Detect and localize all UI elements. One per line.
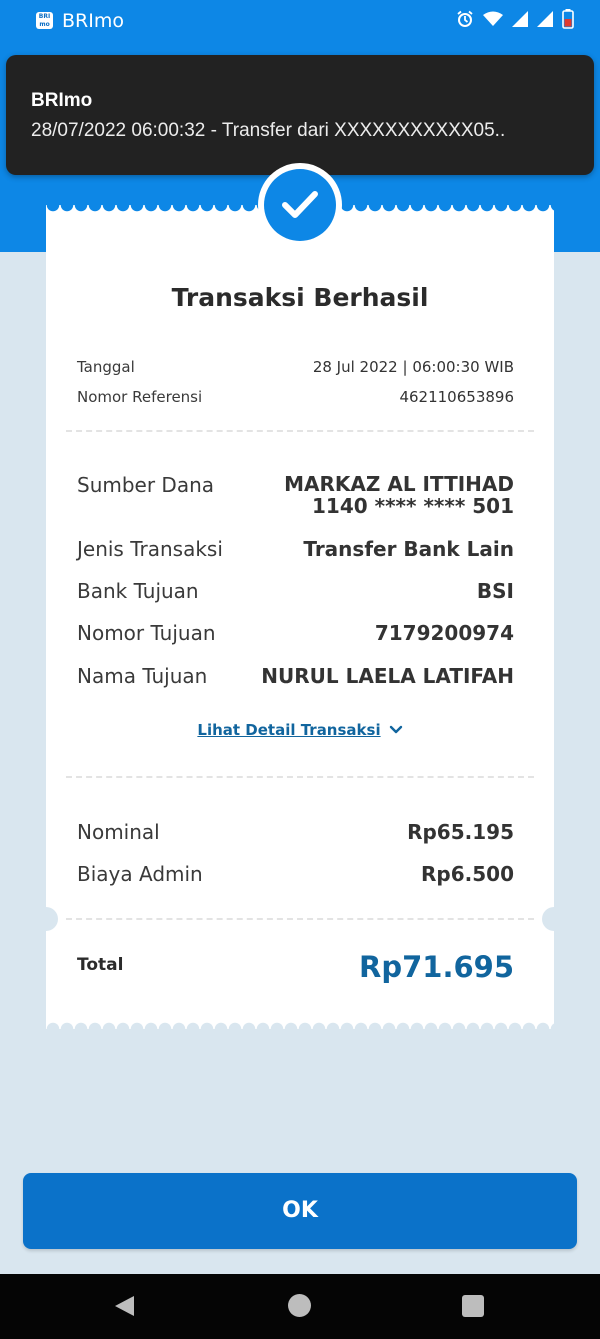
meta-row-date [77,357,514,377]
chevron-down-icon [389,720,403,740]
signal-icon [537,11,553,31]
amount-label: Biaya Admin [77,862,203,886]
ok-button[interactable]: OK [23,1173,577,1249]
divider [66,776,534,778]
amount-value: Rp6.500 [421,862,514,886]
view-transaction-detail-link[interactable] [46,720,554,740]
signal-icon [512,11,528,31]
total-value: Rp71.695 [359,950,514,984]
source-fund-row [77,473,514,517]
system-navigation-bar [0,1274,600,1339]
detail-label: Nomor Tujuan [77,621,216,645]
detail-label: Nama Tujuan [77,664,208,688]
detail-label: Bank Tujuan [77,579,199,603]
meta-label: Tanggal [77,358,135,376]
amount-row-admin-fee [77,862,514,886]
divider [66,918,534,920]
alarm-icon [456,10,474,32]
page-title: Transaksi Berhasil [171,283,429,312]
meta-value: 462110653896 [399,388,514,406]
meta-row-reference [77,387,514,407]
detail-row [77,579,514,603]
detail-value [284,473,514,517]
battery-low-icon [562,9,574,33]
recents-icon[interactable] [462,1295,484,1317]
meta-value: 28 Jul 2022 | 06:00:30 WIB [312,358,514,376]
detail-value: 7179200974 [374,621,514,645]
detail-row [77,537,514,561]
back-icon[interactable] [112,1294,136,1322]
brimo-app-icon: BRI mo [36,12,53,29]
detail-link-label: Lihat Detail Transaksi [197,721,381,739]
detail-label: Sumber Dana [77,473,215,497]
status-bar [0,0,600,44]
notification-text: 28/07/2022 06:00:32 - Transfer dari XXXXXXXXXXX05.. [31,120,506,141]
home-icon[interactable] [288,1294,311,1317]
notification-banner[interactable] [6,55,594,175]
amount-value: Rp65.195 [407,820,514,844]
receipt-notch [34,907,58,931]
receipt-edge-bottom [46,1019,554,1029]
detail-value: Transfer Bank Lain [303,537,514,561]
status-app-name: BRImo [62,10,124,32]
amount-row-nominal [77,820,514,844]
detail-value: BSI [476,579,514,603]
wifi-icon [483,11,503,31]
success-badge [258,163,342,247]
divider [66,430,534,432]
source-account-number: 1140 **** **** 501 [312,494,514,518]
detail-row [77,621,514,645]
receipt-notch [542,907,566,931]
source-account-name: MARKAZ AL ITTIHAD [284,472,514,496]
detail-label: Jenis Transaksi [77,537,223,561]
meta-label: Nomor Referensi [77,388,203,406]
total-label: Total [77,955,124,975]
detail-row [77,664,514,688]
detail-value: NURUL LAELA LATIFAH [261,664,514,688]
status-icons [456,11,574,31]
check-icon [264,169,336,241]
transaction-receipt [46,214,554,1020]
notification-title: BRImo [31,90,93,111]
amount-label: Nominal [77,820,160,844]
